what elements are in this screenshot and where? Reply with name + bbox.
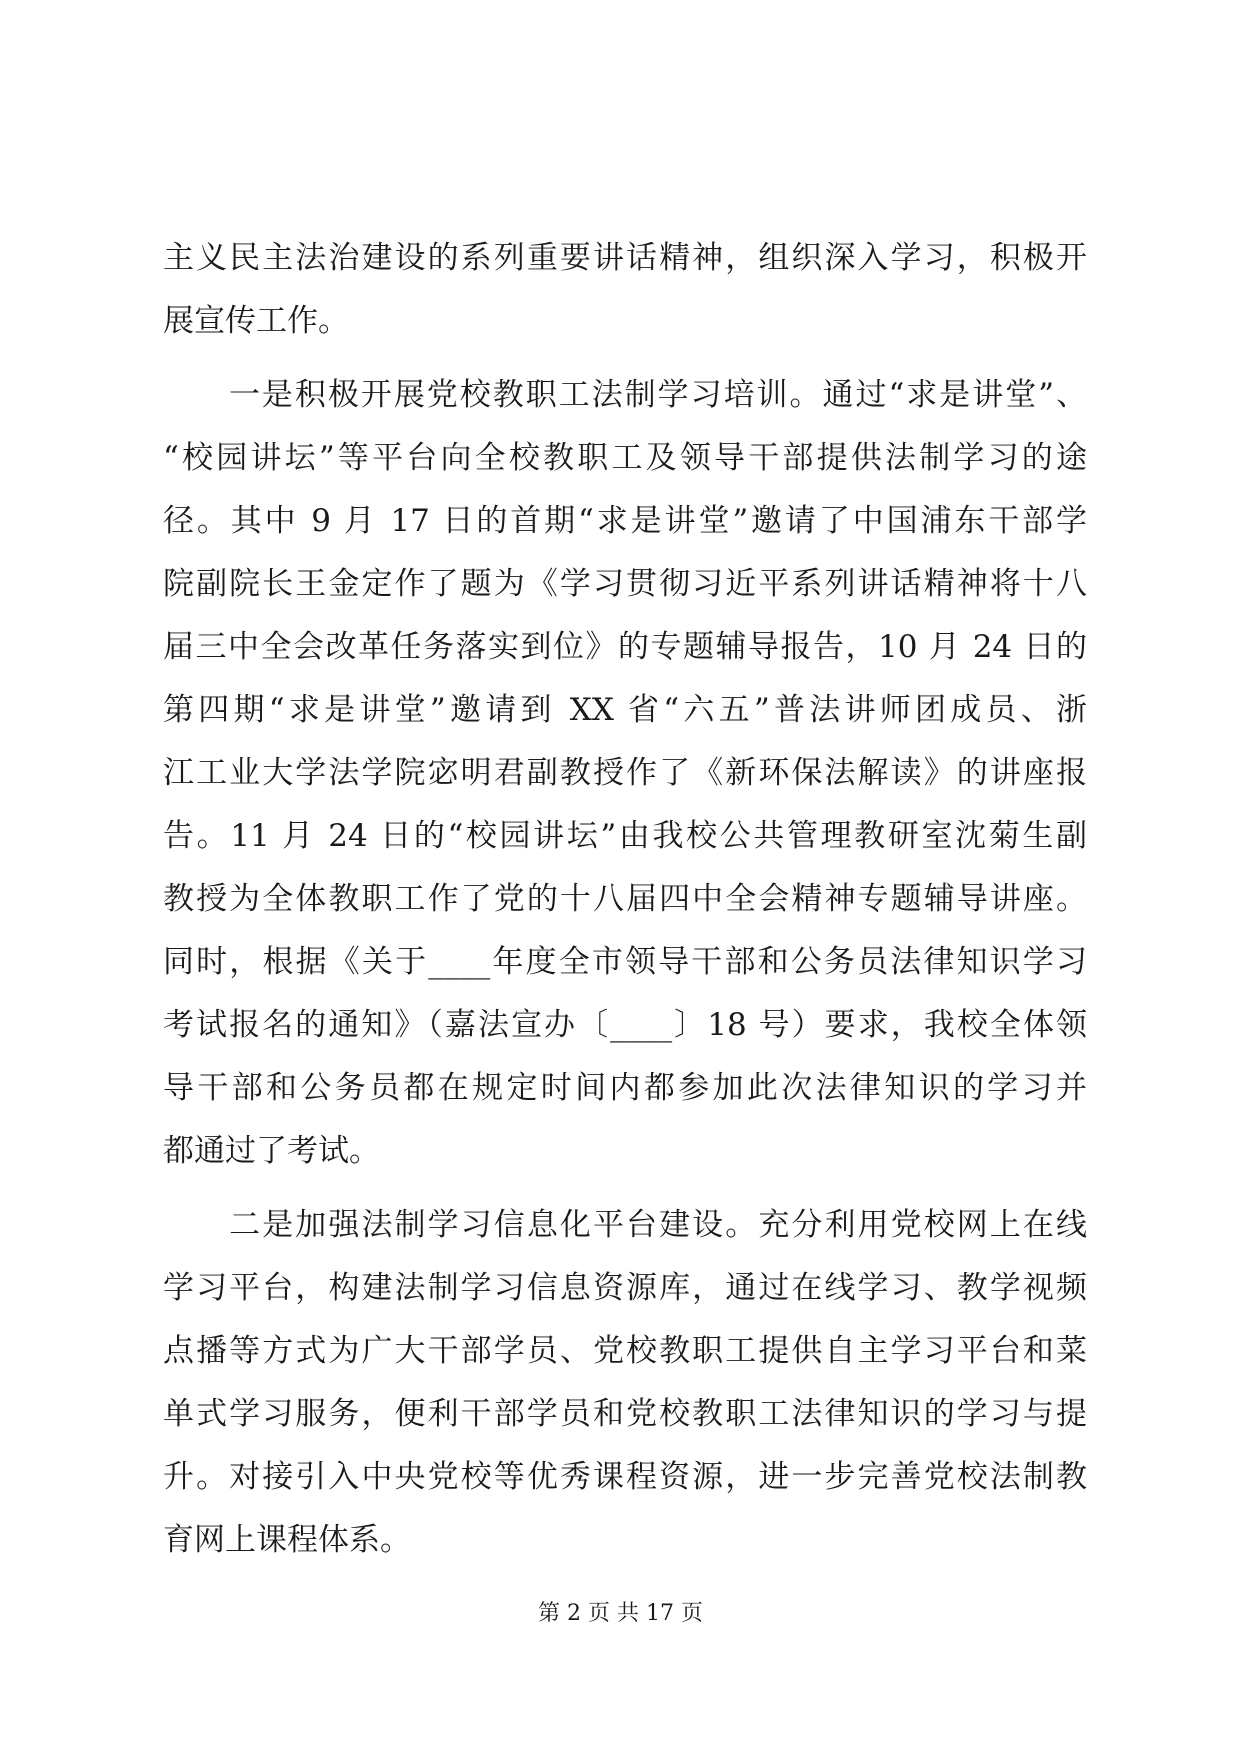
paragraph-start-line: 一是积极开展党校教职工法制学习培训。通过“求是讲堂”、 — [163, 377, 1087, 413]
text-line: 都通过了考试。 — [163, 1133, 380, 1169]
body-text — [163, 227, 1087, 1572]
text-line: 育网上课程体系。 — [163, 1522, 411, 1558]
text-line: 考试报名的通知》（嘉法宣办〔____〕18 号）要求，我校全体领 — [163, 1007, 1087, 1043]
page-number-footer: 第 2 页 共 17 页 — [538, 1601, 703, 1626]
text-line: 第四期“求是讲堂”邀请到 XX 省“六五”普法讲师团成员、浙 — [163, 692, 1087, 728]
text-line: 主义民主法治建设的系列重要讲话精神，组织深入学习，积极开 — [163, 240, 1087, 276]
text-line: 届三中全会改革任务落实到位》的专题辅导报告，10 月 24 日的 — [163, 629, 1087, 665]
text-line: 告。11 月 24 日的“校园讲坛”由我校公共管理教研室沈菊生副 — [163, 818, 1087, 854]
text-line: 单式学习服务，便利干部学员和党校教职工法律知识的学习与提 — [163, 1396, 1087, 1432]
text-line: “校园讲坛”等平台向全校教职工及领导干部提供法制学习的途 — [163, 440, 1087, 476]
text-line: 径。其中 9 月 17 日的首期“求是讲堂”邀请了中国浦东干部学 — [163, 503, 1087, 539]
text-line: 导干部和公务员都在规定时间内都参加此次法律知识的学习并 — [163, 1070, 1087, 1106]
paragraph-start-line: 二是加强法制学习信息化平台建设。充分利用党校网上在线 — [163, 1207, 1087, 1243]
text-line: 同时，根据《关于____年度全市领导干部和公务员法律知识学习 — [163, 944, 1087, 980]
text-line: 教授为全体教职工作了党的十八届四中全会精神专题辅导讲座。 — [163, 881, 1087, 917]
text-line: 点播等方式为广大干部学员、党校教职工提供自主学习平台和菜 — [163, 1333, 1087, 1369]
text-line: 江工业大学法学院宓明君副教授作了《新环保法解读》的讲座报 — [163, 755, 1087, 791]
text-line: 院副院长王金定作了题为《学习贯彻习近平系列讲话精神将十八 — [163, 566, 1087, 602]
text-line: 升。对接引入中央党校等优秀课程资源，进一步完善党校法制教 — [163, 1459, 1087, 1495]
text-line: 展宣传工作。 — [163, 303, 349, 339]
text-line: 学习平台，构建法制学习信息资源库，通过在线学习、教学视频 — [163, 1270, 1087, 1306]
